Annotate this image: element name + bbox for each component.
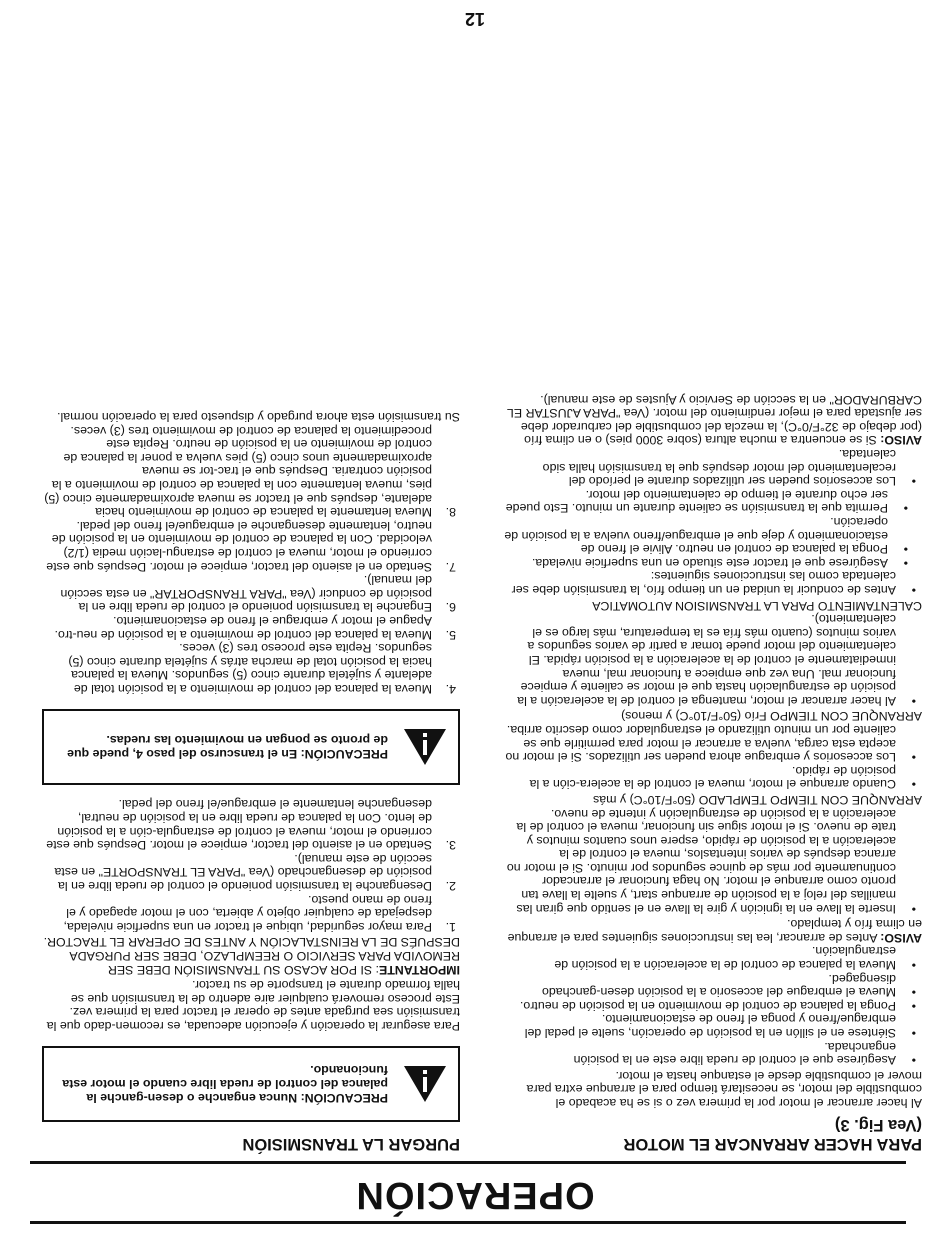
- important-label: IMPORTANTE: [379, 962, 460, 977]
- list-item: • Al hacer arrancar el motor, mantenga el control de la aceleración a la posición de estrangulación hasta que el motor se caliente y empiece funcionar mal. Una vez que empiece a funcionar mal, mueva inmediatamente el control de la aceleración a la posición rápida. El calentamiento del motor puede tomar a partir de varios segundos a varios minutos (cuanto más fría es la temperatura, más largo es el calentamiento).: [517, 612, 916, 708]
- bullet-text: Ponga la palanca de control de movimiento en la posición de neutro.: [519, 998, 896, 1013]
- top-rule: [30, 1221, 906, 1224]
- step-number: 5.: [445, 627, 456, 642]
- aviso-text: Antes de arrancar, lea las instrucciones siguientes para el arranque en clima frío y templado.: [507, 917, 922, 945]
- list-item: • Los accesorios y embrague ahora pueden ser utilizados. Si el motor no acepta esta carga, vuelva a arrancar el motor para permitirle que se caliente por un minuto utilizando el estrangulador como descrito arriba.: [505, 722, 916, 765]
- list-item: • Mueva la palanca de control de la aceleración a la posición de estrangulación.: [554, 944, 916, 973]
- purge-transmission-column: [42, 407, 460, 1153]
- list-item: • Inserte la llave en la ignición y gire la llave en el sentido que giran las manillas del reloj a la posición de arranque start, y suelte la llave tan pronto como arranque el motor. No haga funcionar el arrancador continuamente por más de quince segundos por minuto. Si el motor no arranca después de varios intentaslos, mueva el control de la aceleración a la posición de rápido, espere unos cuantos minutos y trate de nuevo. Si el motor sigue sin funcionar, mueva el control de la aceleración a la posición de estrangulación y intente de nuevo.: [506, 806, 916, 916]
- list-item: • Permita que la transmisión se caliente durante un minuto. Esto puede ser echo durante el tiempo de calentamiento del motor.: [505, 487, 908, 516]
- step-text: Desenganche la transmisión poniendo el control de rueda libre en la posición de desenganchado (Vea "PARA EL TRANSPORTE" en esta sección de este manual).: [54, 851, 432, 894]
- aviso-label: AVISO:: [880, 930, 922, 945]
- step-text: Mueva la palanca del control de movimiento a la posición de neu-tro. Apague el motor y embrague el freno de estacionamiento.: [54, 613, 432, 642]
- step-number: 4.: [445, 681, 456, 696]
- list-item: • Mueva el embrague del accesorio a la posición desen-ganchado disengaged.: [541, 971, 916, 1000]
- bullet-text: Asegúrese que el control de rueda libre este en la posición enganchada.: [573, 1039, 896, 1068]
- warning-icon: [402, 1064, 448, 1104]
- caution-text: PRECAUCIÓN: En el transcurso del paso 4, puede que de pronto se pongan en movimiento las ruedas.: [67, 732, 388, 761]
- step-item: [42, 892, 460, 933]
- bullet-text: Los accesorios pueden ser utilizados durante el período del recalentamiento del motor después que la transmisión halla sido calentada.: [542, 447, 896, 489]
- list-item: • Asegúrese que el tractor este situado en una superficie nivelada.: [531, 555, 908, 570]
- bullet-text: Inserte la llave en la ignición y gire la llave en el sentido que giran las manillas del reloj a la posición de arranque start, y suelte la llave tan pronto como arranque el motor. No haga funcionar el arrancador continuamente por más de quince segundos por minuto. Si el motor no arranca después de varios intentaslos, mueva el control de la aceleración a la posición de rápido, espere unos cuantos minutos y trate de nuevo. Si el motor sigue sin funcionar, mueva el control de la aceleración a la posición de estrangulación y intente de nuevo.: [506, 806, 896, 916]
- step-number: 1.: [445, 919, 456, 934]
- bullet-text: Permita que la transmisión se caliente durante un minuto. Esto puede ser echo durante el tiempo de calentamiento del motor.: [505, 487, 888, 516]
- purge-closing: Su transmisión esta ahora purgado y dispuesto para la operación normal.: [57, 410, 460, 425]
- step-item: [42, 573, 460, 614]
- start-engine-heading: [504, 1115, 922, 1153]
- step-item: [42, 518, 460, 572]
- list-item: • Ponga la palanca de control en neutro. Alivie el freno de estacionamiento y deje que el embrague/freno vuelva a la posición de operación.: [504, 515, 908, 557]
- warning-icon: [402, 727, 448, 767]
- step-text: Sentado en el asiento del tractor, empiece el motor. Después que este corriendo el motor, mueva el control de estrangula-ción a la posición de lento. Con la palanca de rueda libre en la posición de neutral, desenganche lentamente el embrague/el freno del pedal.: [46, 797, 432, 853]
- start-engine-column: [504, 390, 922, 1153]
- list-item: • Asegúrese que el control de rueda libre este en la posición enganchada.: [573, 1039, 916, 1068]
- page-number: 12: [464, 9, 486, 29]
- caution-box-2: [42, 709, 460, 785]
- aviso-text: Si se encuentra a mucha altura (sobre 3000 pies) o en clima frío (por debajo de 32°F/0°C), la mezcla del combustible del carburador debe ser ajustada para el mejor rendimiento del motor. (Vea "PARA AJUSTAR EL CARBURADOR" en la sección de Servicio y Ajustes de este manual).: [507, 392, 922, 448]
- list-item: • Ponga la palanca de control de movimiento en la posición de neutro.: [519, 998, 916, 1013]
- step-text: Mueva la palanca del control de movimiento a la posición total de adelante y sujétela durante cinco (5) segundos. Mueva la palanca hacia la posición total de marcha atrás y sujétela durante cinco (5) segundos. Repita este proceso tres (3) veces.: [68, 641, 432, 696]
- step-item: [42, 641, 460, 695]
- sub-list: [504, 487, 922, 569]
- start-engine-heading-line2: (Vea Fig. 3): [834, 1116, 922, 1134]
- purge-intro: Para asegurar la operación y ejecución adecuada, es recomen-dado que la transmisión sea purgada antes de operar el tractor para la primera vez. Este proceso removerá cualquier aire adentro de la transmisión que se halla formado durante el transporte de su tractor.: [46, 978, 460, 1033]
- step-text: Enganche la transmisión poniendo el control de rueda libre en la posición de conducir (Vea "PARA TRANSPORTAR" en esta sección del manual).: [60, 573, 432, 615]
- auto-transmission-heading: CALENTAMIENTO PARA LA TRANSMISION AUTOMATICA: [592, 598, 922, 613]
- caution-box-1: [42, 1046, 460, 1122]
- bullet-text: Los accesorios y embrague ahora pueden ser utilizados. Si el motor no acepta esta carga, vuelva a arrancar el motor para permitirle que se caliente por un minuto utilizando el estrangulador como descrito arriba.: [505, 722, 896, 765]
- bullet-text: Mueva la palanca de control de la aceleración a la posición de estrangulación.: [554, 944, 896, 973]
- aviso-note-2: [504, 392, 922, 446]
- step-number: 8.: [445, 505, 456, 520]
- step-text: Sentado en el asiento del tractor, empiece el motor. Después que este corriendo el motor, mueva el control de estrangu-lación media (1/2) velocidad. Con la palanca de control de movimiento en la posición de neutro, lentamente desenganche el embrague/el freno del pedal.: [46, 518, 432, 574]
- bullet-text: Antes de conducir la unidad en un tiempo frío, la transmisión debe ser calentada como las instrucciones siguientes:: [511, 569, 896, 598]
- start-engine-heading-line1: PARA HACER ARRANCAR EL MOTOR: [623, 1135, 922, 1153]
- cold-start-heading: ARRANQUE CON TIEMPO Frío (50°F/10°C) y menos): [621, 709, 922, 724]
- step-number: 7.: [445, 559, 456, 574]
- aviso-label: AVISO:: [880, 433, 922, 448]
- bullet-text: Asegúrese que el tractor este situado en una superficie nivelada.: [531, 555, 888, 570]
- start-engine-intro: Al hacer arrancar el motor por la primera vez o si se ha acabado el combustible del motor, se necesitará tiempo para el arranque extra para mover el combustible desde el estanque hasta el motor.: [526, 1068, 922, 1110]
- bullet-text: Mueva el embrague del accesorio a la posición desen-ganchado disengaged.: [541, 971, 896, 1000]
- step-number: 3.: [445, 838, 456, 853]
- step-item: [42, 613, 460, 640]
- purge-heading: PURGAR LA TRANSMISIÓN: [242, 1135, 460, 1153]
- bullet-text: Ponga la palanca de control en neutro. Alivie el freno de estacionamiento y deje que el embrague/freno vuelva a la posición de operación.: [504, 515, 888, 557]
- step-number: 6.: [445, 600, 456, 615]
- step-text: Para mayor seguridad, ubique el tractor en una superficie nivelada, despejada de cualquier objeto y abierta, con el motor apagado y el freno de mano puesto.: [63, 892, 432, 934]
- bullet-text: Cuando arranque el motor, mueva el control de la acelera-ción a la posición de rápido.: [529, 763, 896, 792]
- important-note: [42, 935, 460, 976]
- bottom-rule: [30, 1161, 906, 1164]
- bullet-text: Al hacer arrancar el motor, mantenga el control de la aceleración a la posición de estrangulación hasta que el motor se caliente y empiece funcionar mal. Una vez que empiece a funcionar mal, mueva inmediatamente el control de la aceleración a la posición rápida. El calentamiento del motor puede tomar a partir de varios segundos a varios minutos (cuanto más fría es la temperatura, más largo es el calentamiento).: [517, 612, 896, 708]
- step-item: [42, 423, 460, 518]
- important-text: : SI POR ACASO SU TRANSMISIÓN DEBE SER REMOVIDA PARA SERVICIO O REEMPLAZO, DEBE SER PURGADA DESPUÉS DE LA REINSTALACIÓN Y ANTES DE OPERAR EL TRACTOR.: [43, 935, 460, 977]
- step-item: [42, 797, 460, 851]
- list-item: • Cuando arranque el motor, mueva el control de la acelera-ción a la posición de rápido.: [529, 763, 916, 792]
- caution-text: PRECAUCIÓN: Nunca enganche o desen-ganche la palanca del control de rueda libre cuando el motor esta funcionando.: [62, 1063, 388, 1105]
- section-title: OPERACIÓN: [355, 1174, 595, 1216]
- step-text: Mueva lentamente la palanca de control de movimiento hacia adelante, después que el tractor se mueva aproximadamente cinco (5) pies, mueva lentamente con la palanca de control de movimiento a la posición contraria. Después que el trac-tor se mueva aproximadamente unos cinco (5) pies vuelva a poner la palanca de control de movimiento en la posición de neutro. Repita este procedimiento la palanca de control de movimiento tres (3) veces.: [44, 423, 432, 520]
- step-number: 2.: [445, 879, 456, 894]
- list-item: • Los accesorios pueden ser utilizados durante el período del recalentamiento del motor después que la transmisión halla sido calentada.: [542, 447, 916, 489]
- warm-start-heading: ARRANQUE CON TIEMPO TEMPLADO (50°F/10°C) y más: [593, 792, 922, 807]
- step-item: [42, 851, 460, 892]
- list-item: • Siéntese en el sillón en la posición de operación, suelte el pedal del embrague/freno y ponga el freno de estacionamiento.: [524, 1012, 916, 1041]
- aviso-note-1: [504, 917, 922, 944]
- list-item: • Antes de conducir la unidad en un tiempo frío, la transmisión debe ser calentada como las instrucciones siguientes:: [511, 569, 916, 598]
- bullet-text: Siéntese en el sillón en la posición de operación, suelte el pedal del embrague/freno y ponga el freno de estacionamiento.: [524, 1012, 896, 1041]
